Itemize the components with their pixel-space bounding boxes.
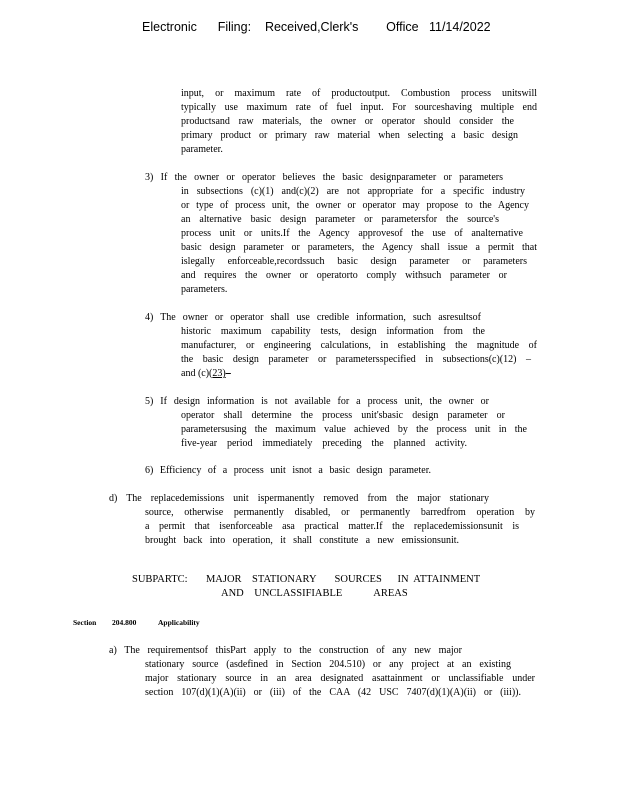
- section-title: Applicability: [158, 618, 200, 627]
- text-line: primary product or primary raw material when selecting a basic design: [181, 130, 518, 141]
- text-line: parametersusing the maximum value achieved by the process unit in the: [181, 424, 527, 435]
- text-line: and requires the owner or operatorto comply withsuch parameter or: [181, 270, 507, 281]
- text-line: an alternative basic design parameter or parametersfor the source's: [181, 214, 499, 225]
- text-line: source, otherwise permanently disabled, or permanently barredfrom operation by: [145, 507, 535, 518]
- text-line: basic design parameter or parameters, the Agency shall issue a permit that: [181, 242, 537, 253]
- text-line: operator shall determine the process unit'sbasic design parameter or: [181, 410, 505, 421]
- text-line: [181, 368, 231, 381]
- text-line: major stationary source in an area designated asattainment or unclassifiable under: [145, 673, 535, 684]
- section-label: Section: [73, 618, 97, 627]
- section-number: 204.800: [112, 618, 137, 627]
- text-line: a permit that isenforceable asa practical matter.If the replacedemissionsunit is: [145, 521, 519, 532]
- text-line: the basic design parameter or parametersspecified in subsections(c)(12) –: [181, 354, 531, 365]
- text-line: typically use maximum rate of fuel input. For sourceshaving multiple end: [181, 102, 537, 113]
- text-line: brought back into operation, it shall constitute a new emissionsunit.: [145, 535, 459, 546]
- electronic-filing-header: Electronic Filing: Received,Clerk's Office 11/14/2022: [142, 20, 491, 34]
- text-fragment: and (c)(: [181, 368, 213, 379]
- subpart-heading-line1: SUBPARTC: MAJOR STATIONARY SOURCES IN ATTAINMENT: [132, 574, 481, 585]
- text-line: process unit or units.If the Agency approvesof the use of analternative: [181, 228, 523, 239]
- text-line: islegally enforceable,recordssuch basic design parameter or parameters: [181, 256, 527, 267]
- text-line: d) The replacedemissions unit ispermanently removed from the major stationary: [109, 493, 489, 504]
- struck-text: 23): [212, 368, 226, 379]
- text-line: five-year period immediately preceding the planned activity.: [181, 438, 467, 449]
- text-line: manufacturer, or engineering calculations, in establishing the magnitude of: [181, 340, 537, 351]
- struck-dash: –: [225, 368, 231, 379]
- text-line: 3) If the owner or operator believes the basic designparameter or parameters: [145, 172, 503, 183]
- text-line: in subsections (c)(1) and(c)(2) are not appropriate for a specific industry: [181, 186, 525, 197]
- text-line: a) The requirementsof thisPart apply to the construction of any new major: [109, 645, 462, 656]
- text-line: input, or maximum rate of productoutput. Combustion process unitswill: [181, 88, 537, 99]
- subsection-c6: 6) Efficiency of a process unit isnot a basic design parameter.: [145, 465, 431, 476]
- text-line: historic maximum capability tests, design information from the: [181, 326, 485, 337]
- subpart-heading-line2: AND UNCLASSIFIABLE AREAS: [221, 588, 408, 599]
- text-line: stationary source (asdefined in Section 204.510) or any project at an existing: [145, 659, 511, 670]
- text-line: or type of process unit, the owner or operator may propose to the Agency: [181, 200, 529, 211]
- text-line: productsand raw materials, the owner or operator should consider the: [181, 116, 514, 127]
- text-line: parameters.: [181, 284, 228, 295]
- text-line: 5) If design information is not available for a process unit, the owner or: [145, 396, 489, 407]
- text-line: parameter.: [181, 144, 223, 155]
- text-line: section 107(d)(1)(A)(ii) or (iii) of the CAA (42 USC 7407(d)(1)(A)(ii) or (iii)).: [145, 687, 521, 698]
- text-line: 4) The owner or operator shall use credible information, such asresultsof: [145, 312, 481, 323]
